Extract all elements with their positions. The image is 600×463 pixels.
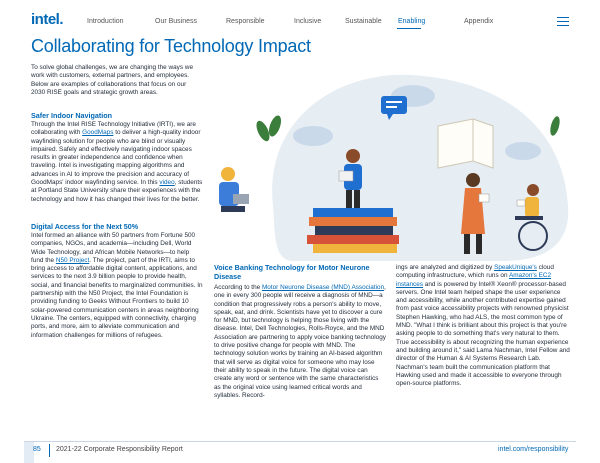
open-book-large <box>438 119 493 168</box>
digital-access-heading: Digital Access for the Next 50% <box>31 222 139 231</box>
nav-sustainable[interactable]: Sustainable <box>345 18 382 25</box>
video-link[interactable]: video <box>159 179 175 187</box>
nav-appendix[interactable]: Appendix <box>464 18 494 25</box>
digital-access-paragraph: Intel formed an alliance with 50 partners from Fortune 500 companies, NGOs, and academia—including Dell, World Wide Technology, and African Mobile Networks—to help fund the N50 Project. The project, part of the IRTI, aims to bring access to affordable digital content, applications, and services to the next 3.9 billion people to provide health, social, and financial benefits to marginalized communities. In partnership with the N50 Project, the Intel Foundation is providing funding to Geeks Without Frontiers to build 10 solar-powered communication centers in areas neighboring Ukraine. The centers, equipped with connectivity, charging ports, and more, aim to alleviate communication and information challenges for millions of refugees. <box>31 232 203 339</box>
chat-bubble-icon <box>381 96 407 114</box>
goodmaps-link[interactable]: GoodMaps <box>82 129 114 137</box>
speakunique-link[interactable]: SpeakUnique's <box>494 264 537 271</box>
nav-our-business[interactable]: Our Business <box>155 18 198 25</box>
library-illustration <box>203 56 578 264</box>
nav-responsible[interactable]: Responsible <box>226 18 265 25</box>
intel-logo[interactable]: intel. <box>31 11 64 28</box>
n50-project-link[interactable]: N50 Project <box>55 256 90 264</box>
page-title: Collaborating for Technology Impact <box>31 36 311 56</box>
safer-navigation-heading: Safer Indoor Navigation <box>31 111 113 120</box>
mnd-association-link[interactable]: Motor Neurone Disease (MND) Association <box>261 284 385 291</box>
nav-inclusive[interactable]: Inclusive <box>294 18 322 25</box>
amazon-ec2-link[interactable]: Amazon's EC2 instances <box>396 272 552 288</box>
page-number: 85 <box>33 446 41 453</box>
footer-divider <box>24 441 576 442</box>
report-title: 2021-22 Corporate Responsibility Report <box>56 446 183 453</box>
active-nav-indicator <box>397 28 421 29</box>
book-stack <box>307 208 399 253</box>
top-navigation <box>0 0 600 30</box>
voice-banking-paragraph-left: According to the Motor Neurone Disease (MND) Association, one in every 300 people will receive a diagnosis of MND—a condition that progressively robs a person's ability to move, speak, eat, and drink. Scientists have yet to discover a cure for MND, but technology is helping those living with the disease. Intel, Dell Technologies, Rolls-Royce, and the MND Association are partnering to apply voice banking technology to drive positive change for people with MND. The technology solution works by training an AI-based algorithm that will serve as digital voice for someone who may lose their ability to speak in the future. The digital voice can create any word or sentence with the same characteristics as the original voice using learned critical words and syllables. Record- <box>214 284 386 399</box>
safer-navigation-paragraph: Through the Intel RISE Technology Initiative (IRTI), we are collaborating with GoodMaps to deliver a high-quality indoor wayfinding solution for people who are blind or visually impaired. Safely and effectively navigating indoor spaces results in greater independence and confidence when traveling. Intel is investigating mapping algorithms and advances in AI to improve the precision and accuracy of GoodMaps' indoor wayfinding service. In this video, students at Portland State University share their experiences with the technology and how it has changed their lives for the better. <box>31 121 203 203</box>
voice-banking-paragraph-right: ings are analyzed and digitized by SpeakUnique's cloud computing infrastructure, which runs on Amazon's EC2 instances and is powered by Intel® Xeon® processor-based servers. One Intel team helped shape the user experience and accessibility, while another contributed expertise gained from past voice accessibility projects with renowned physicist Stephen Hawking, who had ALS, the most common type of MND. "What I think is brilliant about this project is that you're asking people to do something that's very natural to them. True accessibility is about recognizing the human experience and building around it," said Lama Nachman, Intel Fellow and director of the Human & AI Systems Research Lab. Nachman's team built the communication platform that Hawking used and made it accessible to everyone through open-source platforms. <box>396 264 570 388</box>
footer-separator <box>49 444 50 457</box>
intro-paragraph: To solve global challenges, we are changing the ways we work with customers, external partners, and employees. Below are examples of collaborations that focus on our 2030 RISE goals and strategic growth areas. <box>31 64 193 96</box>
footer-website-link[interactable]: intel.com/responsibility <box>498 446 569 453</box>
nav-enabling[interactable]: Enabling <box>398 18 426 25</box>
person-sitting-with-laptop <box>219 167 249 212</box>
voice-banking-heading: Voice Banking Technology for Motor Neurone Disease <box>214 263 370 281</box>
nav-introduction[interactable]: Introduction <box>87 18 124 25</box>
menu-icon[interactable] <box>557 17 569 26</box>
